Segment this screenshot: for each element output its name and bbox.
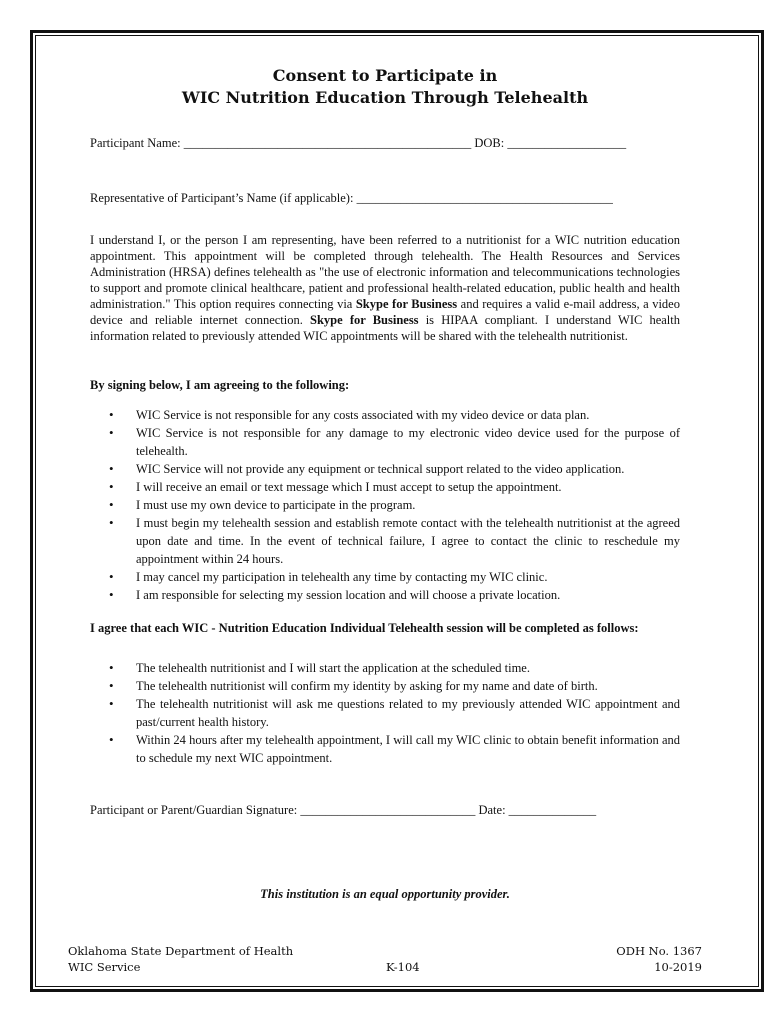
session-list (90, 659, 680, 767)
intro-text-1: I understand I, or the person I am representing, have been referred to a nutritionist for a WIC nutrition education appointment. This appointment will be completed through telehealth. The Health Resources and Services Administration (HRSA) defines telehealth as "the use of electronic information and telecommunications technologies to support and promote clinical healthcare, patient and professional health-related education, public health and health administration." This option requires connecting via (90, 233, 680, 311)
intro-text-3: is HIPAA compliant. I understand WIC health information related to previously attended WIC appointments will be shared with the telehealth nutritionist. (90, 313, 681, 343)
list-item: • WIC Service is not responsible for any damage to my electronic video device used for the purpose of telehealth. (136, 424, 680, 460)
list-item: • I will receive an email or text message which I must accept to setup the appointment. (136, 478, 680, 496)
list-item: • The telehealth nutritionist and I will start the application at the scheduled time. (136, 659, 680, 677)
document-title-line1: Consent to Participate in (272, 66, 498, 85)
skype-label-2: Skype for Business (310, 313, 419, 327)
list-item: • I must use my own device to participate in the program. (136, 496, 680, 514)
list-item: • I may cancel my participation in telehealth any time by contacting my WIC clinic. (136, 568, 680, 586)
list-item: • I am responsible for selecting my session location and will choose a private location. (136, 586, 680, 604)
footer-odh-number: ODH No. 1367 (616, 944, 702, 958)
session-heading: I agree that each WIC - Nutrition Education Individual Telehealth session will be completed as follows: (90, 621, 639, 635)
skype-label-1: Skype for Business (355, 297, 458, 311)
footer-form-code: K-104 (386, 960, 420, 974)
signature-date-field[interactable]: Participant or Parent/Guardian Signature: ____________________________ Date: ______________ (90, 803, 597, 817)
footer-org: Oklahoma State Department of Health (68, 944, 294, 958)
footer-service: WIC Service (68, 960, 141, 974)
participant-name-field[interactable]: Participant Name: ______________________________________________ DOB: ___________________ (90, 136, 627, 150)
list-item: • WIC Service is not responsible for any costs associated with my video device or data plan. (136, 406, 680, 424)
intro-paragraph (90, 232, 680, 344)
footer-revision-date: 10-2019 (654, 960, 702, 974)
equal-opportunity-statement: This institution is an equal opportunity provider. (260, 887, 510, 901)
document-title-line2: WIC Nutrition Education Through Telehealth (181, 88, 589, 107)
list-item: • The telehealth nutritionist will ask me questions related to my previously attended WIC appointment and past/current health history. (136, 695, 680, 731)
list-item: • WIC Service will not provide any equipment or technical support related to the video application. (136, 460, 680, 478)
list-item: • Within 24 hours after my telehealth appointment, I will call my WIC clinic to obtain benefit information and to schedule my next WIC appointment. (136, 731, 680, 767)
agree-heading: By signing below, I am agreeing to the following: (90, 378, 350, 392)
agree-list (90, 406, 680, 604)
list-item: • The telehealth nutritionist will confirm my identity by asking for my name and date of birth. (136, 677, 680, 695)
representative-name-field[interactable]: Representative of Participant’s Name (if applicable): _________________________________________ (90, 191, 613, 205)
intro-text-2: and requires a valid e-mail address, a video device and reliable internet connection. (90, 297, 680, 327)
list-item: • I must begin my telehealth session and establish remote contact with the telehealth nutritionist at the agreed upon date and time. In the event of technical failure, I agree to contact the clinic to reschedule my appointment within 24 hours. (136, 514, 680, 568)
